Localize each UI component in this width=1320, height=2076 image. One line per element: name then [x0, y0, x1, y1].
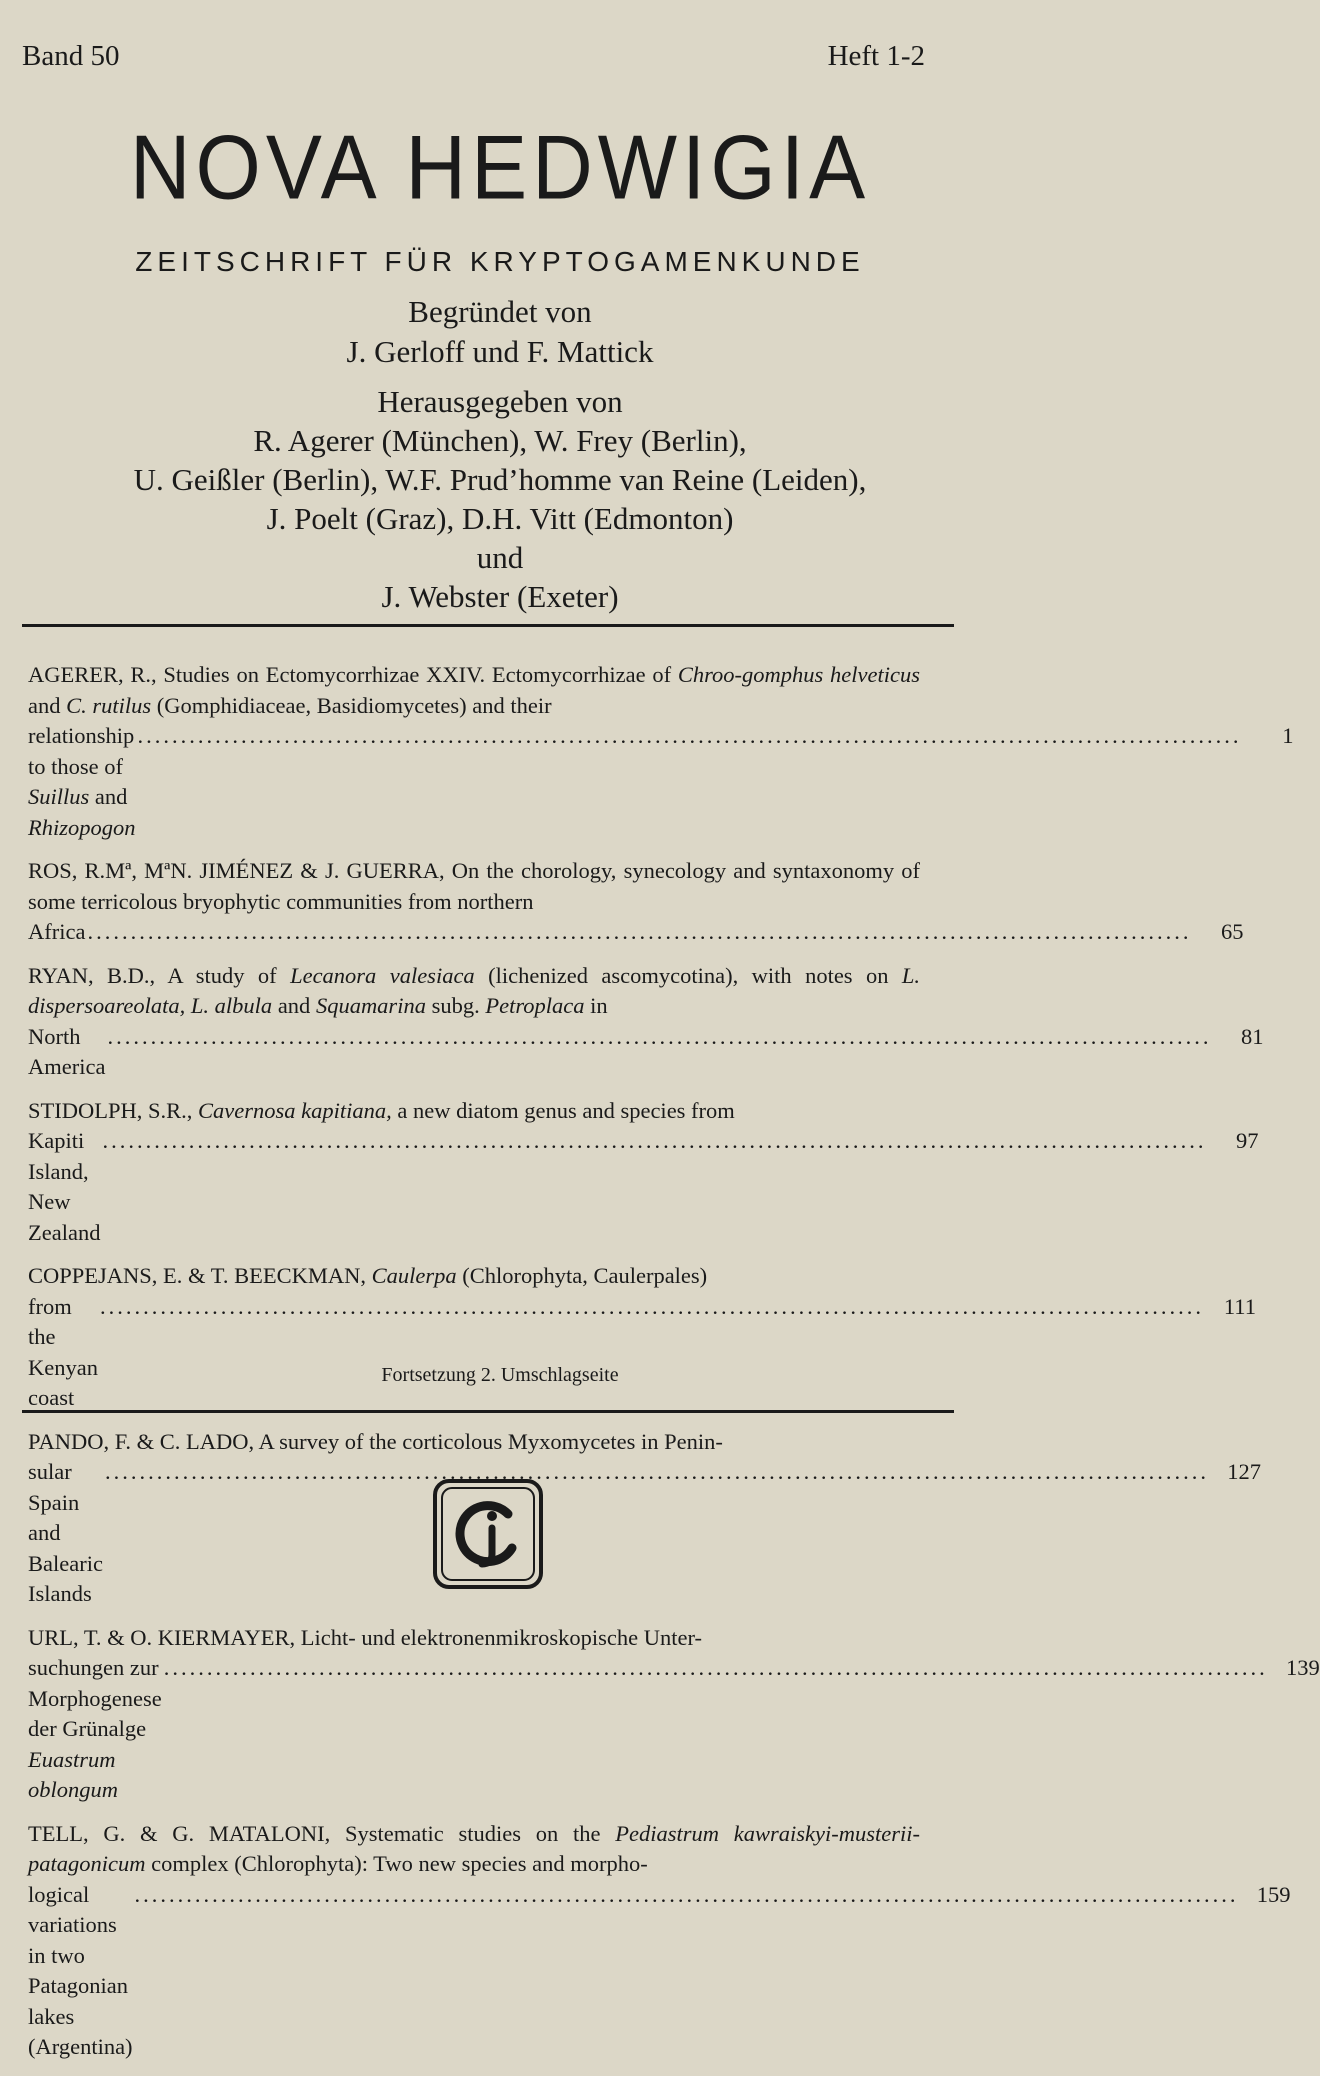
toc-entry-lastline: from the Kenyan coast ................................................................................................................................ 111: [28, 1293, 1256, 1410]
toc-entry-lastline: Africa ................................................................................................................................ 65: [28, 917, 960, 948]
toc-entry-lastline: sular Spain and Balearic Islands ................................................................................................................................ 127: [28, 1459, 1261, 1606]
toc-page-number: 111: [1223, 1293, 1256, 1319]
toc-entry-text: PANDO, F. & C. LADO, A survey of the corticolous Myxomycetes in Penin-: [28, 1428, 723, 1454]
journal-subtitle: ZEITSCHRIFT FÜR KRYPTOGAMENKUNDE: [135, 246, 865, 277]
toc-entry-lastline: North America ................................................................................................................................ 81: [28, 1023, 1264, 1079]
journal-title: NOVA HEDWIGIA: [129, 116, 871, 218]
toc-entry: [28, 1819, 1291, 2063]
toc-page-number: 81: [1240, 1023, 1264, 1049]
editors-block: [0, 382, 1000, 616]
toc-entry-lastline: relationship to those of Suillus and Rhizopogon ................................................................................................................................ 1: [28, 723, 1294, 840]
toc-entry-text: URL, T. & O. KIERMAYER, Licht- und elektronenmikroskopische Unter-: [28, 1624, 703, 1650]
leader-dots: ................................................................................................................................: [137, 723, 1242, 748]
leader-dots: ................................................................................................................................: [134, 1881, 1239, 1907]
leader-dots: ................................................................................................................................: [163, 1655, 1268, 1680]
editors-and: und: [476, 540, 524, 575]
leader-dots: ................................................................................................................................: [104, 1459, 1209, 1484]
toc-page-number: 97: [1235, 1128, 1259, 1153]
toc-entry: [28, 1261, 1256, 1414]
toc-entry: [28, 961, 1264, 1083]
toc-entry: [28, 856, 1244, 948]
header-line: [22, 40, 925, 80]
editors-line: U. Geißler (Berlin), W.F. Prud’homme van Reine (Leiden),: [133, 462, 867, 497]
divider: [22, 1410, 954, 1413]
leader-dots: ................................................................................................................................: [87, 919, 1192, 944]
continued-note: Fortsetzung 2. Umschlagseite: [381, 1364, 619, 1386]
toc-entry-text: STIDOLPH, S.R., Cavernosa kapitiana, a new diatom genus and species from: [28, 1097, 735, 1123]
editors-line: J. Webster (Exeter): [381, 579, 619, 614]
toc-entry-text: AGERER, R., Studies on Ectomycorrhizae XXIV. Ectomycorrhizae of Chroo-gomphus helveticus and C. rutilus (Gomphidiaceae, Basidiomycetes) and their: [28, 662, 920, 718]
divider: [22, 624, 954, 627]
toc-page-number: 65: [1220, 919, 1244, 944]
toc-page-number: 139: [1285, 1655, 1320, 1680]
leader-dots: ................................................................................................................................: [102, 1128, 1207, 1153]
toc-entry: [28, 660, 1294, 843]
toc-page-number: 159: [1256, 1881, 1291, 1907]
toc-entry-text: RYAN, B.D., A study of Lecanora valesiaca (lichenized ascomycotina), with notes on L. dispersoareolata, L. albula and Squamarina subg. Petroplaca in: [28, 962, 921, 1018]
toc-entry-text: COPPEJANS, E. & T. BEECKMAN, Caulerpa (Chlorophyta, Caulerpales): [28, 1263, 708, 1288]
editors-line: J. Poelt (Graz), D.H. Vitt (Edmonton): [266, 501, 734, 536]
toc-page-number: 127: [1227, 1459, 1261, 1484]
leader-dots: ................................................................................................................................: [107, 1023, 1212, 1049]
edited-label: Herausgegeben von: [377, 384, 623, 419]
founders-block: [0, 292, 1000, 372]
volume-label: Band 50: [22, 40, 120, 72]
toc-entry: [28, 1096, 1259, 1249]
founders: J. Gerloff und F. Mattick: [346, 334, 654, 369]
toc-entry-text: ROS, R.Mª, MªN. JIMÉNEZ & J. GUERRA, On the chorology, synecology and syntaxonomy of some terricolous bryophytic communities from northern: [28, 858, 920, 914]
toc-entry-lastline: Kapiti Island, New Zealand ................................................................................................................................ 97: [28, 1128, 1259, 1245]
editors-line: R. Agerer (München), W. Frey (Berlin),: [253, 423, 747, 458]
toc-entry-lastline: suchungen zur Morphogenese der Grünalge Euastrum oblongum ................................................................................................................................ 139: [28, 1655, 1320, 1802]
toc-entry: [28, 1623, 1320, 1806]
toc-entry-lastline: logical variations in two Patagonian lakes (Argentina) ................................................................................................................................ 159: [28, 1881, 1291, 2059]
leader-dots: ................................................................................................................................: [99, 1293, 1204, 1319]
toc-page-number: 1: [1282, 723, 1294, 748]
publisher-logo-icon: [432, 1478, 544, 1590]
toc-entry-text: TELL, G. & G. MATALONI, Systematic studies on the Pediastrum kawraiskyi-musterii-patagonicum complex (Chlorophyta): Two new species and morpho-: [28, 1820, 920, 1876]
founded-label: Begründet von: [408, 294, 592, 329]
issue-label: Heft 1-2: [827, 40, 925, 72]
